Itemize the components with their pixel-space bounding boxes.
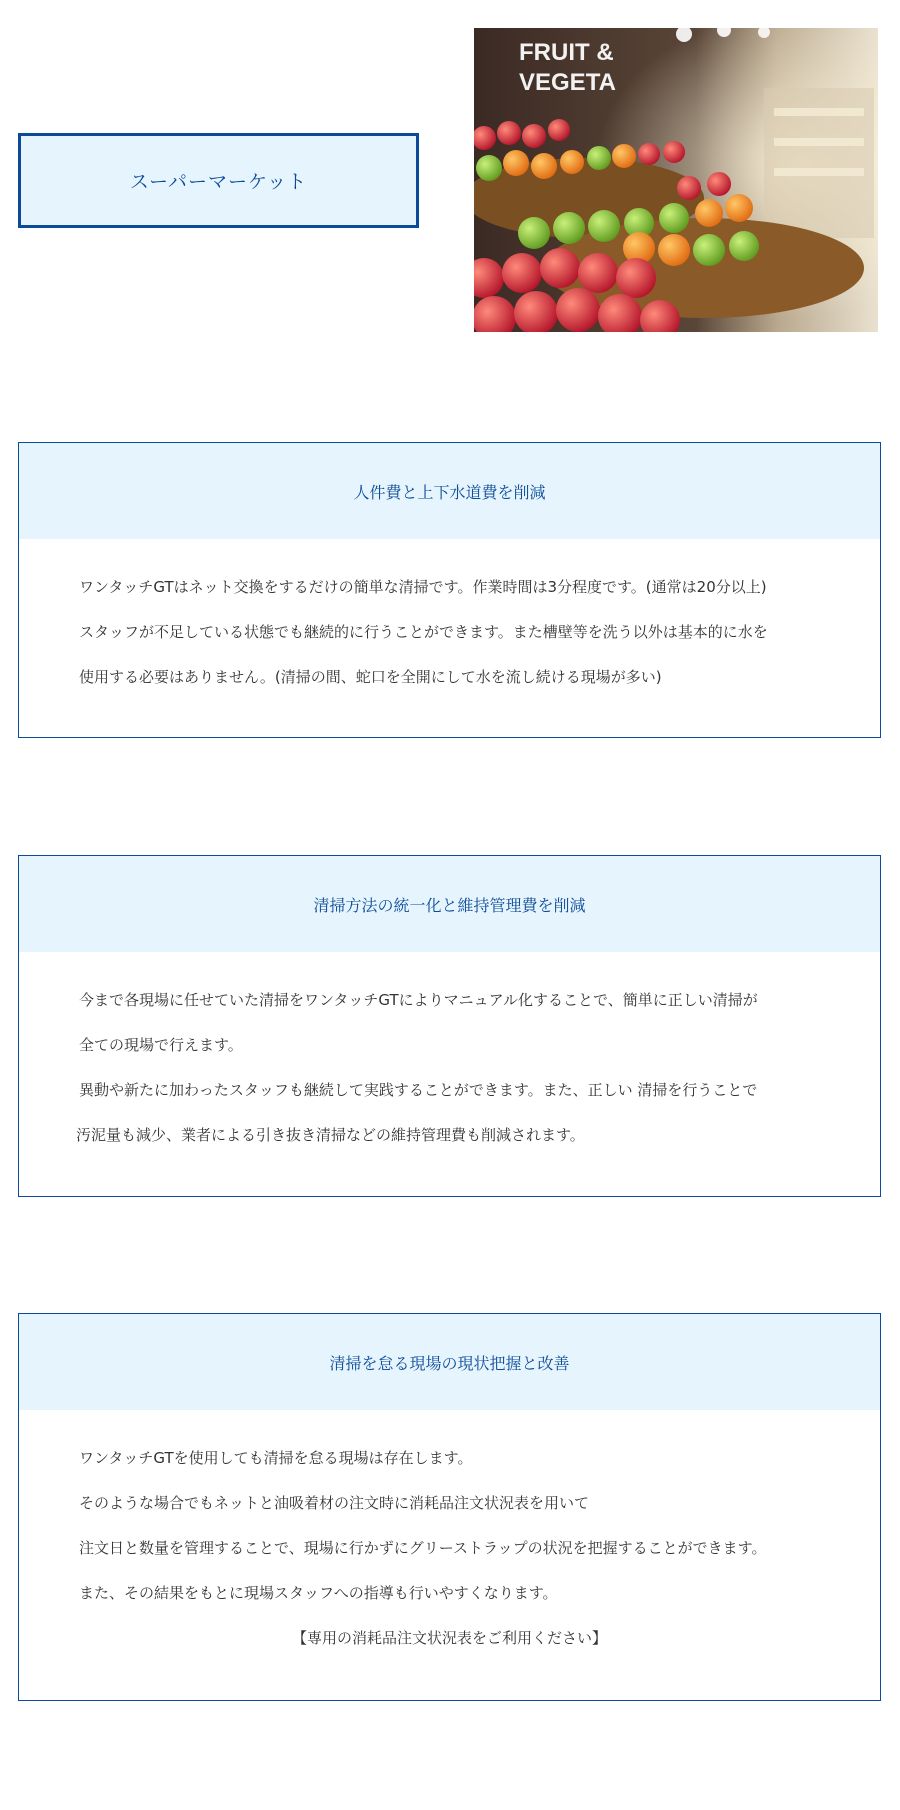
order-sheet-note: 【専用の消耗品注文状況表をご利用ください】	[291, 1629, 607, 1647]
section-title: 清掃方法の統一化と維持管理費を削減	[313, 895, 586, 915]
body-line: 異動や新たに加わったスタッフも継続して実践することができます。また、正しい 清掃を行うことで	[79, 1081, 758, 1099]
category-label: スーパーマーケット	[129, 171, 308, 193]
body-line: 全ての現場で行えます。	[79, 1036, 243, 1054]
supermarket-produce-photo	[474, 28, 878, 332]
body-line: 注文日と数量を管理することで、現場に行かずにグリーストラップの状況を把握することができます。	[79, 1539, 767, 1557]
photo-sign-line1: FRUIT &	[519, 39, 614, 66]
body-line: 使用する必要はありません。(清掃の間、蛇口を全開にして水を流し続ける現場が多い)	[79, 668, 662, 686]
body-line: そのような場合でもネットと油吸着材の注文時に消耗品注文状況表を用いて	[79, 1494, 590, 1512]
section-header	[19, 1314, 880, 1410]
section-standardization	[18, 855, 881, 1197]
body-line: ワンタッチGTを使用しても清掃を怠る現場は存在します。	[79, 1449, 473, 1467]
photo-sign-line2: VEGETA	[519, 69, 616, 96]
category-label-box	[18, 133, 419, 228]
body-line: ワンタッチGTはネット交換をするだけの簡単な清掃です。作業時間は3分程度です。(通常は20分以上)	[79, 578, 767, 596]
body-line: スタッフが不足している状態でも継続的に行うことができます。また槽壁等を洗う以外は基本的に水を	[79, 623, 768, 641]
section-body	[19, 952, 880, 1158]
section-site-monitoring	[18, 1313, 881, 1701]
section-cost-reduction	[18, 442, 881, 738]
section-body	[19, 1410, 880, 1661]
section-body	[19, 539, 880, 700]
section-title: 清掃を怠る現場の現状把握と改善	[329, 1353, 570, 1373]
section-header	[19, 443, 880, 539]
section-header	[19, 856, 880, 952]
body-line: 汚泥量も減少、業者による引き抜き清掃などの維持管理費も削減されます。	[76, 1126, 585, 1144]
section-title: 人件費と上下水道費を削減	[353, 482, 546, 502]
body-line: 今まで各現場に任せていた清掃をワンタッチGTによりマニュアル化することで、簡単に正しい清掃が	[79, 991, 758, 1009]
body-line: また、その結果をもとに現場スタッフへの指導も行いやすくなります。	[79, 1584, 558, 1602]
